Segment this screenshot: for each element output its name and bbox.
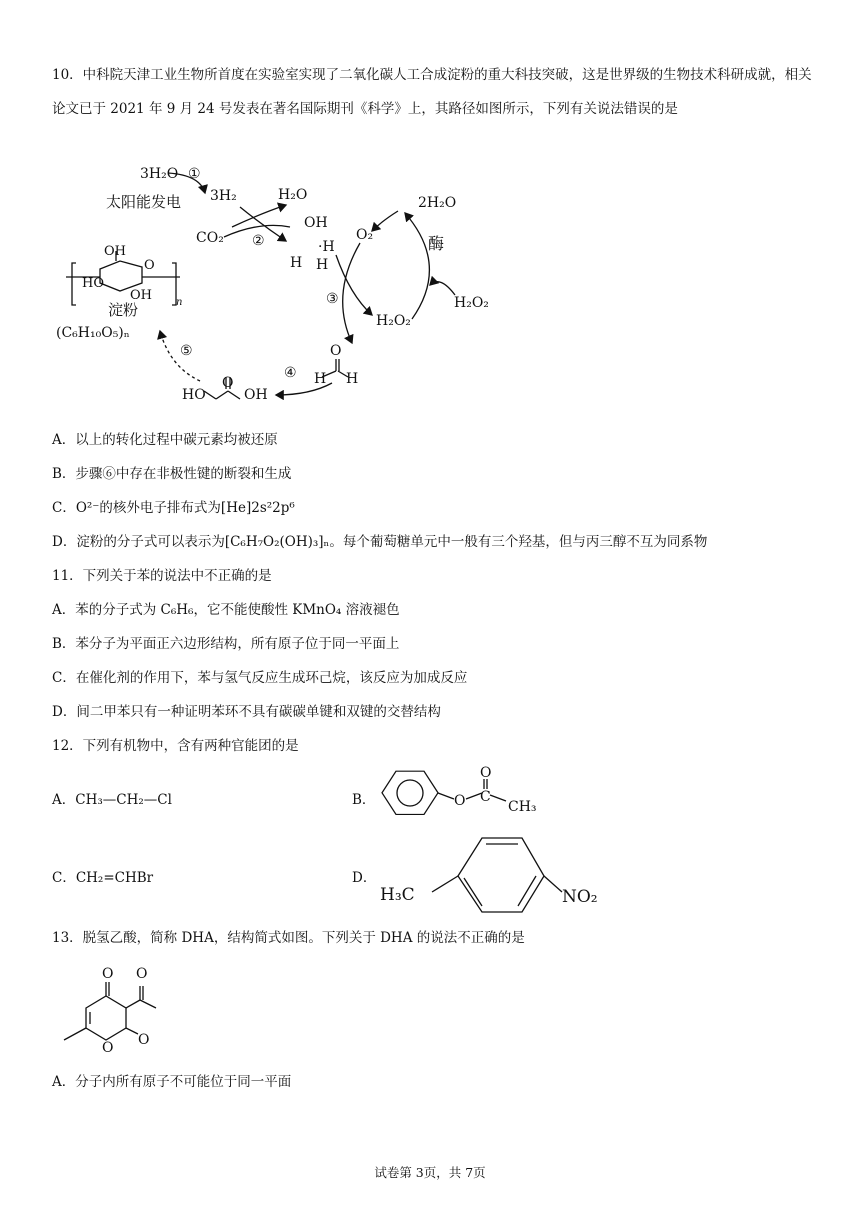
- enzyme-label: 酶: [428, 234, 445, 253]
- carbonyl-o-label: O: [480, 765, 492, 781]
- dha-ho-label: HO: [182, 387, 206, 403]
- step4-label: ④: [284, 365, 297, 381]
- h3c-label: H₃C: [380, 885, 415, 905]
- h2o-top-label: H₂O: [278, 187, 308, 203]
- h2o2-right-label: H₂O₂: [454, 295, 489, 311]
- dha-o-top-right: O: [136, 966, 148, 982]
- q12-option-c: C．CH₂=CHBr: [52, 870, 154, 886]
- co2-label: CO₂: [196, 230, 224, 246]
- dha-oh-label: OH: [244, 387, 268, 403]
- h-right-label: H: [316, 257, 329, 273]
- phenyl-acetate-structure: [370, 765, 570, 835]
- formaldehyde-h1-label: H: [314, 371, 327, 387]
- q11-option-a: A．苯的分子式为 C₆H₆，它不能使酸性 KMnO₄ 溶液褪色: [52, 602, 400, 618]
- glucose-ho-label: HO: [82, 276, 104, 291]
- step3-label: ③: [326, 291, 339, 307]
- h-left-label: H: [290, 255, 303, 271]
- q13-stem: 13．脱氢乙酸，简称 DHA，结构简式如图。下列关于 DHA 的说法不正确的是: [52, 930, 525, 946]
- q13-option-a: A．分子内所有原子不可能位于同一平面: [52, 1074, 292, 1090]
- dha-o-ring: O: [102, 1040, 114, 1056]
- q10-option-a: A．以上的转化过程中碳元素均被还原: [52, 432, 278, 448]
- glucose-o-label: O: [144, 258, 155, 273]
- dha-o-right: O: [138, 1032, 150, 1048]
- glucose-n-label: n: [176, 297, 183, 308]
- dha-structure: [50, 962, 190, 1062]
- starch-label: 淀粉: [108, 301, 139, 319]
- q11-option-d: D．间二甲苯只有一种证明苯环不具有碳碳单键和双键的交替结构: [52, 704, 441, 720]
- q12-option-d-label: D．: [352, 870, 377, 886]
- glucose-oh1-label: OH: [104, 244, 126, 259]
- q10-option-c: C．O²⁻的核外电子排布式为[He]2s²2p⁶: [52, 500, 295, 516]
- h2-3-label: 3H₂: [210, 188, 237, 204]
- formaldehyde-h2-label: H: [346, 371, 359, 387]
- q10-stem: 10．中科院天津工业生物所首度在实验室实现了二氧化碳人工合成淀粉的重大科技突破，这是世界级的生物技术科研成就，相关论文已于 2021 年 9 月 24 号发表在著名国际期刊《科学》上，其路径如图所示，下列有关说法错误的是: [52, 67, 812, 117]
- o2-label: O₂: [356, 227, 374, 243]
- formaldehyde-o-label: O: [330, 343, 342, 359]
- h2o-3-label: 3H₂O: [140, 166, 179, 182]
- ester-o-label: O: [454, 793, 466, 809]
- q12-stem: 12．下列有机物中，含有两种官能团的是: [52, 738, 299, 754]
- glucose-oh2-label: OH: [130, 288, 152, 303]
- step1-label: ①: [188, 166, 201, 182]
- nitrotoluene-structure: [376, 826, 616, 916]
- q11-option-c: C．在催化剂的作用下，苯与氢气反应生成环己烷，该反应为加成反应: [52, 670, 468, 686]
- q11-stem: 11．下列关于苯的说法中不正确的是: [52, 568, 272, 584]
- oh-label: OH: [304, 215, 328, 231]
- dha-o-top-left: O: [102, 966, 114, 982]
- q10-option-b: B．步骤⑥中存在非极性键的断裂和生成: [52, 466, 292, 482]
- h2o-2-label: 2H₂O: [418, 195, 457, 211]
- starch-synthesis-diagram: [0, 155, 860, 415]
- no2-label: NO₂: [562, 887, 598, 907]
- q12-option-b-label: B．: [352, 792, 376, 808]
- q11-option-b: B．苯分子为平面正六边形结构，所有原子位于同一平面上: [52, 636, 400, 652]
- methyl-label: CH₃: [508, 799, 537, 815]
- h-dot-label: ·H: [318, 239, 335, 255]
- carbonyl-c-label: C: [480, 789, 491, 805]
- solar-power-label: 太阳能发电: [106, 193, 182, 211]
- q10-option-d: D．淀粉的分子式可以表示为[C₆H₇O₂(OH)₃]ₙ。每个葡萄糖单元中一般有三个羟基，但与丙三醇不互为同系物: [52, 534, 708, 550]
- step2-label: ②: [252, 233, 265, 249]
- step5-label: ⑤: [180, 343, 193, 359]
- starch-formula-label: (C₆H₁₀O₅)ₙ: [56, 325, 130, 341]
- q12-option-a: A．CH₃—CH₂—Cl: [52, 792, 172, 808]
- h2o2-mid-label: H₂O₂: [376, 313, 411, 329]
- dha-o-label: O: [222, 375, 234, 391]
- page-footer: 试卷第 3页，共 7页: [374, 1165, 486, 1180]
